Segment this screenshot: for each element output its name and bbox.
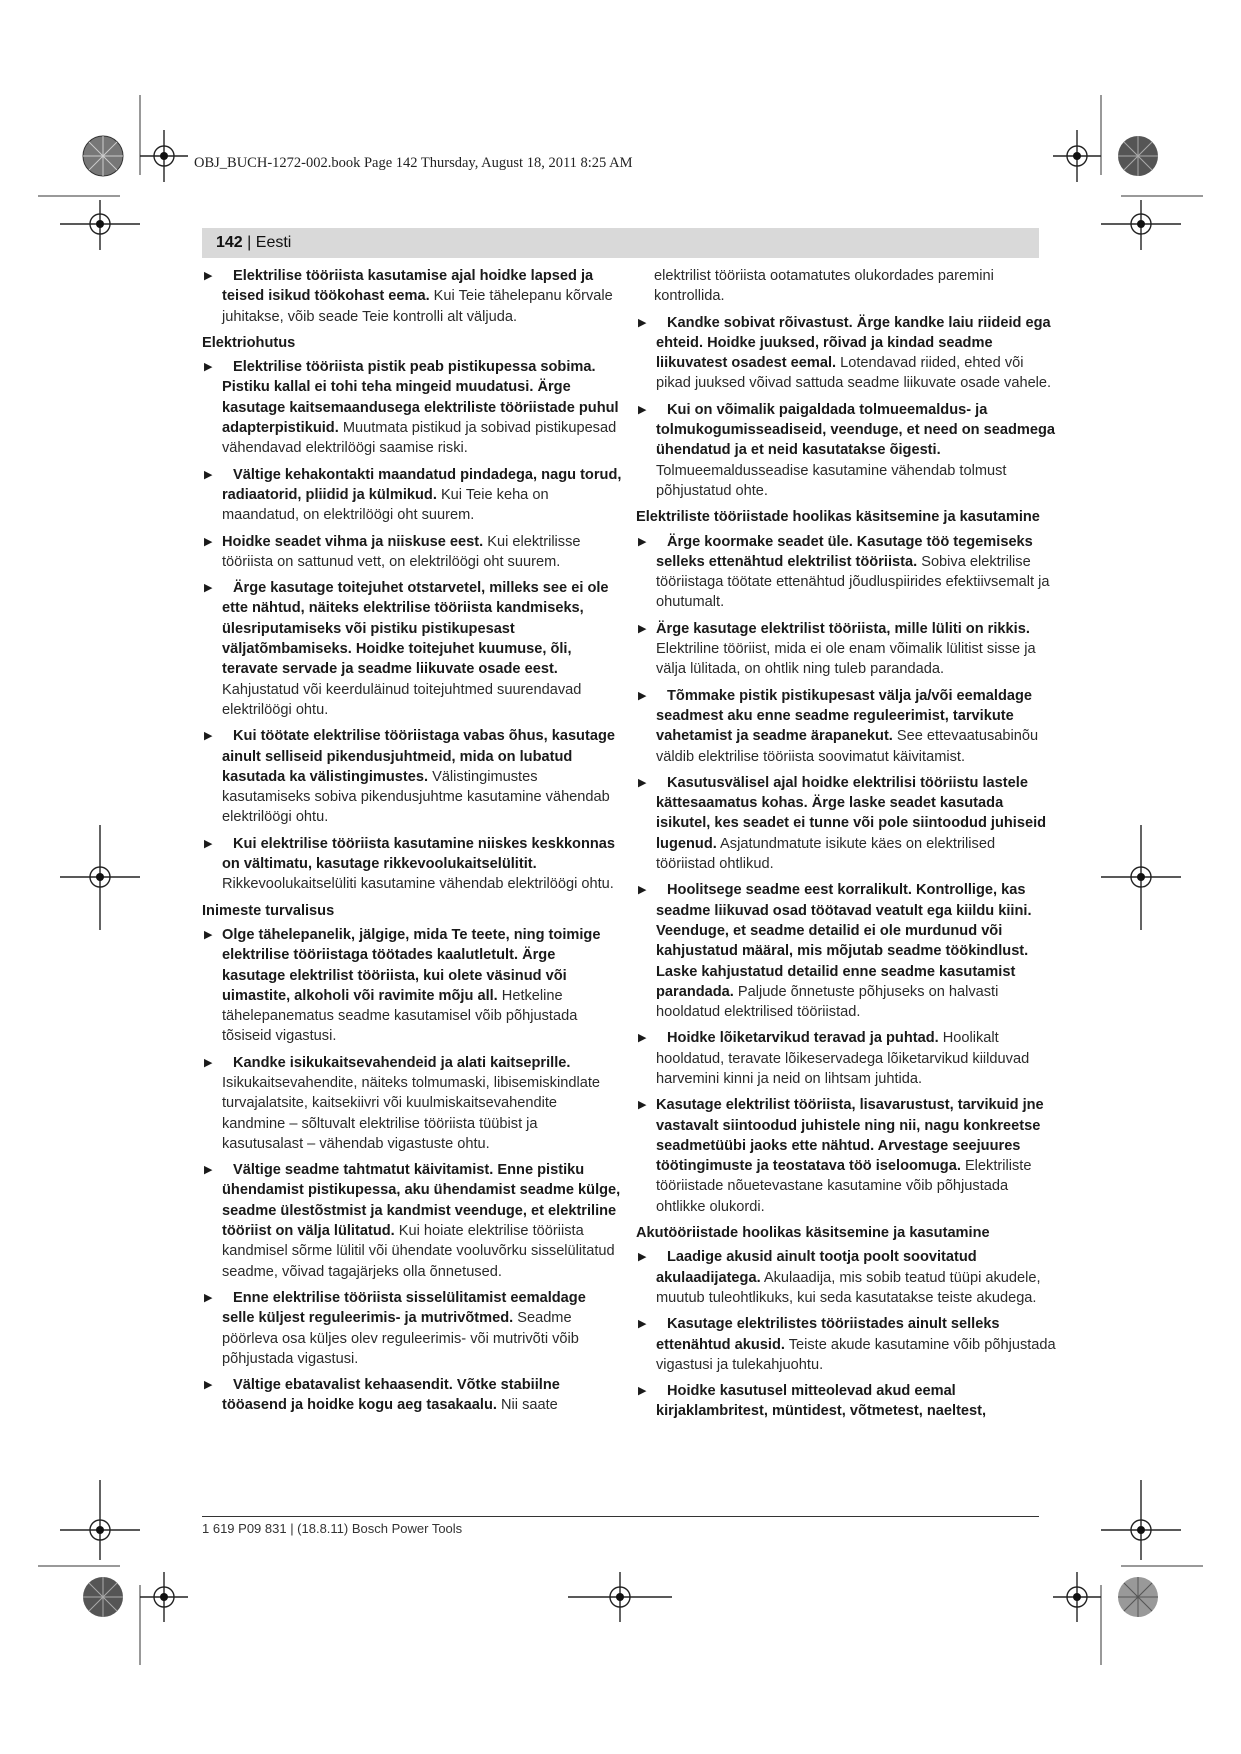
bullet-icon: ▶ [638,884,647,897]
safety-item: ▶ Hoidke seadet vihma ja niiskuse eest. Kui elektrilisse tööriista on sattunud vett, on elektrilöögi oht suurem. [204,533,581,570]
bullet-icon: ▶ [204,468,213,481]
bullet-icon: ▶ [638,403,647,416]
bullet-icon: ▶ [638,1251,647,1264]
safety-item: ▶ Vältige kehakontakti maandatud pindadega, nagu torud, radiaatorid, pliidid ja külmikud. Kui Teie keha on maandatud, on elektrilöögi oht suurem. [204,466,622,524]
star-target-bottom-right [1118,1577,1158,1617]
safety-item: ▶ Kandke isikukaitsevahendeid ja alati kaitseprille. Isikukaitsevahendite, näiteks tolmumaski, libisemiskindlate turvajalatsite, kaitsekiivri või kuulmiskaitsevahendite kandmine – sõltuvalt elektrilise tööriista tüübist ja kasutusalast – vähendab vigastuste ohtu. [204,1054,600,1152]
star-target-top-right [1118,136,1158,176]
safety-item: ▶ Laadige akusid ainult tootja poolt soovitatud akulaadijatega. Akulaadija, mis sobib teatud tüüpi akudele, muutub tuleohtlikuks, kui seda kasutatakse teiste akudega. [638,1249,1041,1306]
safety-item: ▶ Ärge koormake seadet üle. Kasutage töö tegemiseks selleks ettenähtud elektrilist tööriista. Sobiva elektrilise tööriistaga töötate ettenähtud jõudluspiirides efektiivsemalt ja ohutumalt. [638,533,1050,611]
safety-item: ▶ Ärge kasutage elektrilist tööriista, mille lüliti on rikkis. Elektriline tööriist, mida ei ole enam võimalik lülitist sisse ja välja lülitada, on ohtlik ning tuleb parandada. [638,620,1036,678]
crosshair-left-bottom [60,1480,140,1560]
bullet-icon: ▶ [638,316,647,329]
bullet-icon: ▶ [638,1318,647,1331]
safety-item: ▶ Kasutage elektrilistes tööriistades ainult selleks ettenähtud akusid. Teiste akude kasutamine võib põhjustada vigastusi ja tulekahjuohtu. [638,1316,1056,1373]
continuation-text: elektrilist tööriista ootamatutes olukordades paremini kontrollida. [654,268,994,305]
page-number: 142 [216,234,243,251]
bullet-icon: ▶ [204,535,213,548]
star-target-top-left [83,136,123,176]
safety-item: ▶ Kui on võimalik paigaldada tolmueemaldus- ja tolmukogumisseadiseid, veenduge, et need on seadmega ühendatud ja et neid kasutatakse õigesti. Tolmueemaldusseadise kasutamine vähendab tolmust põhjustatud ohte. [638,401,1056,499]
bullet-icon: ▶ [638,535,647,548]
bullet-icon: ▶ [204,582,213,595]
page-header [216,234,291,252]
safety-item: ▶ Tõmmake pistik pistikupesast välja ja/või eemaldage seadmest aku enne seadme reguleerimist, tarvikute vahetamist ja seadme ärapanekut. See ettevaatusabinõu väldib elektrilise tööriista soovimatut käivitamist. [638,687,1039,765]
safety-item: ▶ Vältige ebatavalist kehaasendit. Võtke stabiilne tööasend ja hoidke kogu aeg tasakaalu. Nii saate [204,1377,560,1414]
bullet-icon: ▶ [638,689,647,702]
bullet-icon: ▶ [204,1164,213,1177]
section-heading-electrical: Elektriohutus [202,334,296,351]
bullet-icon: ▶ [204,1291,213,1304]
section-heading-tool-use: Elektriliste tööriistade hoolikas käsitsemine ja kasutamine [636,509,1040,526]
header-language: Eesti [255,234,292,251]
bullet-icon: ▶ [204,928,213,941]
bullet-icon: ▶ [638,1099,647,1112]
header-separator: | [247,234,252,251]
star-target-bottom-left [83,1577,123,1617]
section-heading-personal-safety: Inimeste turvalisus [202,902,335,919]
bullet-icon: ▶ [204,730,213,743]
bullet-icon: ▶ [204,1056,213,1069]
safety-item: ▶ Kandke sobivat rõivastust. Ärge kandke laiu riideid ega ehteid. Hoidke juuksed, rõivad ja kindad seadme liikuvatest osadest eemal. Lotendavad riided, ehted või pikad juuksed võivad sattuda seadme liikuvate osade vahele. [638,314,1052,392]
footer-rule [202,1516,1039,1517]
safety-item: ▶ Enne elektrilise tööriista sisselülitamist eemaldage selle küljest reguleerimis- ja mutrivõtmed. Seadme pöörleva osa küljes olev reguleerimis- või mutrivõti võib põhjustada vigastusi. [204,1289,586,1367]
safety-item: ▶ Hoidke kasutusel mitteolevad akud eemal kirjaklambritest, müntidest, võtmetest, naeltest, [638,1383,987,1420]
section-heading-battery-tools: Akutööriistade hoolikas käsitsemine ja kasutamine [636,1225,990,1242]
printer-info-line: OBJ_BUCH-1272-002.book Page 142 Thursday, August 18, 2011 8:25 AM [194,155,633,171]
right-column [636,266,1056,1428]
safety-item: ▶ Vältige seadme tahtmatut käivitamist. Enne pistiku ühendamist pistikupessa, aku ühendamist seadme külge, seadme ülestõstmist ja kandmist veenduge, et elektriline tööriist on välja lülitatud. Kui hoiate elektrilise tööriista kandmisel sõrme lülitil või ühendate vooluvõrku sisselülitatud seadme, võivad tagajärjeks olla õnnetused. [204,1162,621,1280]
safety-item: ▶ Elektrilise tööriista pistik peab pistikupessa sobima. Pistiku kallal ei tohi teha mingeid muudatusi. Ärge kasutage kaitsemaandusega elektriliste tööriistade puhul adapterpistikuid. Muutmata pistikud ja sobivad pistikupesad vähendavad elektrilöögi saamise riski. [204,359,619,457]
safety-item: ▶ Kui töötate elektrilise tööriistaga vabas õhus, kasutage ainult selliseid pikendusjuhtmeid, mida on lubatud kasutada ka välistingimustes. Välistingimustes kasutamiseks sobiva pikendusjuhtme kasutamine vähendab elektrilöögi ohtu. [204,728,615,826]
crosshair-right-bottom [1101,1480,1181,1560]
bullet-icon: ▶ [638,622,647,635]
safety-item: ▶ Kasutage elektrilist tööriista, lisavarustust, tarvikuid jne vastavalt siintoodud juhistele ning nii, nagu konkreetse seadmetüübi jaoks ette nähtud. Arvestage seejuures töötingimuste ja teostatava töö iseloomuga. Elektriliste tööriistade nõuetevastane kasutamine võib põhjustada ohtlikke olukordi. [638,1097,1044,1215]
safety-item: ▶ Ärge kasutage toitejuhet otstarvetel, milleks see ei ole ette nähtud, näiteks elektrilise tööriista kandmiseks, ülesriputamiseks või pistiku pistikupesast väljatõmbamiseks. Hoidke toitejuhet kuumuse, õli, teravate servade ja seadme liikuvate osade eest. Kahjustatud või keerduläinud toitejuhtmed suurendavad elektrilöögi ohtu. [204,580,609,718]
safety-item: ▶ Kasutusvälisel ajal hoidke elektrilisi tööriistu lastele kättesaamatus kohas. Ärge laske seadet kasutada isikutel, kes seadet ei tunne või pole siintoodud juhiseid lugenud. Asjatundmatute isikute käes on elektrilised tööriistad ohtlikud. [638,774,1047,873]
bullet-icon: ▶ [638,1032,647,1045]
bullet-icon: ▶ [638,1385,647,1398]
safety-item: ▶ Elektrilise tööriista kasutamise ajal hoidke lapsed ja teised isikud töökohast eema. Kui Teie tähelepanu kõrvale juhitakse, võib seade Teie kontrolli alt väljuda. [204,268,613,325]
bullet-icon: ▶ [638,776,647,789]
bullet-icon: ▶ [204,270,213,282]
bullet-icon: ▶ [204,837,213,850]
safety-item: ▶ Olge tähelepanelik, jälgige, mida Te teete, ning toimige elektrilise tööriistaga töötades kaalutletult. Ärge kasutage elektrilist tööriista, kui olete väsinud või uimastite, alkoholi või ravimite mõju all. Hetkeline tähelepanematus seadme kasutamisel võib põhjustada tõsiseid vigastusi. [204,926,601,1045]
safety-item: ▶ Hoolitsege seadme eest korralikult. Kontrollige, kas seadme liikuvad osad töötavad veatult ega kiildu kiini. Veenduge, et seadme detailid ei ole murdunud või kahjustatud määral, mis mõjutab seadme töökindlust. Laske kahjustatud detailid enne seadme kasutamist parandada. Paljude õnnetuste põhjuseks on halvasti hooldatud elektrilised tööriistad. [638,882,1032,1021]
left-column [202,266,622,1422]
page-footer: 1 619 P09 831 | (18.8.11) Bosch Power Tools [202,1521,463,1536]
bullet-icon: ▶ [204,1379,213,1392]
page-header-bar [202,228,1039,258]
safety-item: ▶ Hoidke lõiketarvikud teravad ja puhtad. Hoolikalt hooldatud, teravate lõikeservadega lõiketarvikud kiilduvad harvemini kinni ja neid on lihtsam juhtida. [638,1030,1030,1087]
bullet-icon: ▶ [204,361,213,374]
safety-item: ▶ Kui elektrilise tööriista kasutamine niiskes keskkonnas on vältimatu, kasutage rikkevoolukaitselülitit. Rikkevoolukaitselüliti kasutamine vähendab elektrilöögi ohtu. [204,835,616,893]
